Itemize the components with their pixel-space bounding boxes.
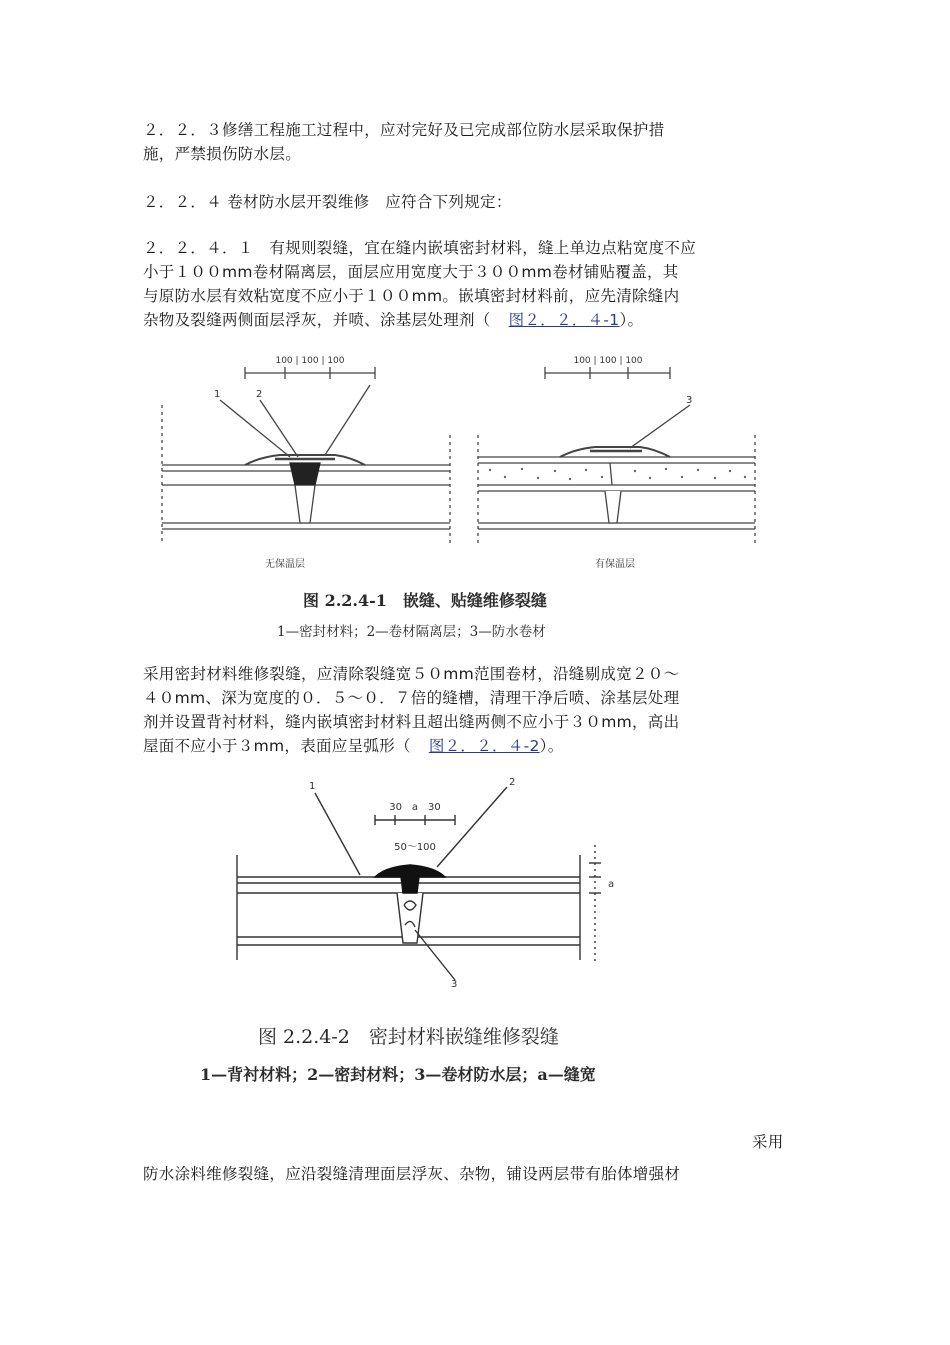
callout-2: 2 [256, 389, 263, 400]
text-segment: ）。 [539, 737, 564, 755]
text-segment: 屋面不应小于３mm，表面应呈弧形（ [143, 737, 411, 755]
text-line: ２．２．３修缮工程施工过程中，应对完好及已完成部位防水层采取保护措 [143, 121, 665, 139]
fig2-dims-bottom: 50～100 [394, 842, 436, 853]
text-line: 采用密封材料维修裂缝，应清除裂缝宽５０mm范围卷材，沿缝剔成宽２０～ [143, 665, 680, 683]
figure-1-note: 1—密封材料；2—卷材隔离层；3—防水卷材 [277, 624, 546, 640]
paragraph-5-right [752, 1130, 812, 1154]
text-line: ２．２．４ 卷材防水层开裂维修 应符合下列规定： [143, 193, 512, 211]
text-line: ２．２．４．１ 有规则裂缝，宜在缝内嵌填密封材料，缝上单边点粘宽度不应 [143, 239, 697, 257]
figure-2-title: 图 2.2.4-2 密封材料嵌缝维修裂缝 [258, 1026, 559, 1048]
text-line [143, 734, 783, 758]
text-segment: ）。 [619, 311, 644, 329]
text-line: 与原防水层有效粘宽度不应小于１００mm。嵌填密封材料前，应先清除缝内 [143, 287, 680, 305]
callout-1: 1 [214, 389, 221, 400]
fig2-callout-a: a [608, 879, 615, 890]
text-line: 采用 [752, 1133, 784, 1151]
text-line: 防水涂料维修裂缝，应沿裂缝清理面层浮灰、杂物，铺设两层带有胎体增强材 [143, 1165, 681, 1183]
figure-2-note: 1—背衬材料；2—密封材料；3—卷材防水层；a—缝宽 [200, 1065, 596, 1084]
left-panel-label: 无保温层 [265, 559, 305, 570]
paragraph-2-2-4 [143, 190, 783, 214]
figure-1-title: 图 2.2.4-1 嵌缝、贴缝维修裂缝 [303, 591, 547, 610]
fig2-callout-2: 2 [509, 777, 516, 788]
paragraph-2-2-4-1 [143, 236, 783, 332]
paragraph-coating-repair [143, 1162, 783, 1186]
text-line: 施，严禁损伤防水层。 [143, 145, 302, 163]
text-segment: 杂物及裂缝两侧面层浮灰，并喷、涂基层处理剂（ [143, 311, 491, 329]
text-line: ４０mm、深为宽度的０．５～０．７倍的缝槽，清理干净后喷、涂基层处理 [143, 689, 680, 707]
figure-2-2-4-1-drawing [150, 345, 770, 580]
paragraph-2-2-3 [143, 118, 783, 166]
text-line [143, 308, 783, 332]
figure-link-2-2-4-1[interactable]: 图２．２．４-1 [508, 311, 620, 329]
fig2-callout-3: 3 [451, 979, 458, 990]
figure-2-2-4-2-drawing [225, 775, 645, 990]
right-dims-label: 100 | 100 | 100 [573, 356, 643, 366]
fig2-dims-top: 30 a 30 [389, 802, 441, 813]
fig2-callout-1: 1 [309, 781, 316, 792]
paragraph-sealant-repair [143, 662, 783, 758]
callout-3: 3 [686, 395, 693, 406]
text-line: 小于１００mm卷材隔离层，面层应用宽度大于３００mm卷材铺贴覆盖，其 [143, 263, 679, 281]
left-dims-label: 100 | 100 | 100 [275, 356, 345, 366]
figure-link-2-2-4-2[interactable]: 图２．２．４-2 [428, 737, 540, 755]
text-line: 剂并设置背衬材料，缝内嵌填密封材料且超出缝两侧不应小于３０mm，高出 [143, 713, 680, 731]
right-panel-label: 有保温层 [595, 559, 635, 570]
